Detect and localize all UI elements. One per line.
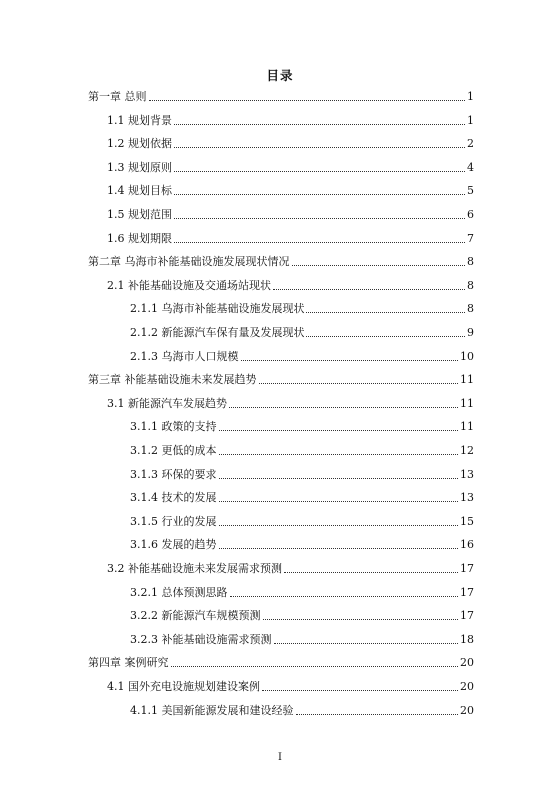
- toc-entry-page: 20: [460, 703, 474, 717]
- toc-entry-title: 3.1.5 行业的发展: [130, 514, 217, 528]
- toc-entry-title: 3.1 新能源汽车发展趋势: [107, 396, 227, 410]
- dot-leader: [219, 501, 459, 502]
- dot-leader: [229, 407, 458, 408]
- toc-entry[interactable]: [107, 277, 474, 293]
- toc-entry-title: 第二章 乌海市补能基础设施发展现状情况: [88, 255, 290, 269]
- dot-leader: [306, 336, 465, 337]
- toc-entry-title: 3.2 补能基础设施未来发展需求预测: [107, 562, 282, 575]
- page-title: 目录: [266, 68, 294, 83]
- toc-entry[interactable]: [130, 513, 474, 529]
- toc-entry[interactable]: [130, 702, 474, 718]
- toc-entry-page: 1: [467, 113, 474, 127]
- toc-entry-page: 18: [460, 632, 474, 646]
- toc-entry-page: 4: [467, 160, 474, 174]
- toc-entry-title: 1.6 规划期限: [107, 231, 172, 245]
- toc-entry-title: 3.1.2 更低的成本: [130, 444, 217, 457]
- toc-entry-title: 4.1 国外充电设施规划建设案例: [107, 680, 260, 693]
- toc-entry-title: 3.1.6 发展的趋势: [130, 538, 217, 552]
- dot-leader: [219, 548, 459, 549]
- toc-entry-page: 5: [467, 184, 474, 198]
- toc-entry-title: 2.1 补能基础设施及交通场站现状: [107, 278, 271, 292]
- toc-entry[interactable]: [130, 300, 474, 316]
- toc-entry-page: 15: [460, 514, 474, 528]
- dot-leader: [174, 194, 465, 195]
- toc-entry-title: 第三章 补能基础设施未来发展趋势: [88, 373, 257, 387]
- toc-entry-title: 3.1.3 环保的要求: [130, 467, 217, 481]
- toc-entry[interactable]: [88, 253, 474, 269]
- dot-leader: [171, 666, 459, 667]
- toc-entry-title: 3.2.3 补能基础设施需求预测: [130, 632, 272, 646]
- dot-leader: [296, 714, 459, 715]
- toc-entry-title: 第四章 案例研究: [88, 656, 169, 670]
- toc-entry[interactable]: [130, 442, 474, 458]
- toc-entry[interactable]: [130, 631, 474, 647]
- toc-entry-title: 1.4 规划目标: [107, 184, 172, 198]
- dot-leader: [230, 596, 459, 597]
- toc-entry-page: 13: [460, 491, 474, 505]
- dot-leader: [284, 572, 458, 573]
- dot-leader: [174, 124, 465, 125]
- dot-leader: [174, 147, 465, 148]
- toc-entry-title: 1.3 规划原则: [107, 160, 172, 174]
- toc-entry-page: 10: [460, 349, 474, 363]
- toc-entry-page: 8: [467, 278, 474, 292]
- toc-entry-page: 11: [460, 396, 474, 410]
- dot-leader: [273, 289, 465, 290]
- toc-entry-page: 11: [460, 373, 474, 387]
- toc-entry-page: 8: [467, 302, 474, 316]
- dot-leader: [174, 242, 465, 243]
- page-number: I: [278, 752, 282, 763]
- toc-entry[interactable]: [130, 324, 474, 340]
- toc-entry-title: 3.2.2 新能源汽车规模预测: [130, 609, 261, 623]
- toc-entry[interactable]: [130, 418, 474, 434]
- toc-entry-page: 6: [467, 208, 474, 221]
- toc-entry-page: 12: [460, 444, 474, 457]
- dot-leader: [274, 643, 459, 644]
- toc-entry-page: 17: [460, 562, 474, 575]
- dot-leader: [219, 525, 459, 526]
- toc-entry-title: 1.5 规划范围: [107, 208, 172, 221]
- toc-entry-title: 第一章 总则: [88, 90, 147, 103]
- toc-entry[interactable]: [130, 348, 474, 364]
- toc-entry-page: 17: [460, 609, 474, 623]
- toc-entry-title: 2.1.3 乌海市人口规模: [130, 349, 239, 363]
- toc-entry-page: 9: [467, 326, 474, 339]
- toc-entry-page: 2: [467, 137, 474, 151]
- dot-leader: [259, 383, 459, 384]
- toc-entry-page: 20: [460, 656, 474, 670]
- toc-entry[interactable]: [107, 112, 474, 128]
- dot-leader: [174, 171, 465, 172]
- dot-leader: [219, 478, 459, 479]
- toc-entry[interactable]: [88, 88, 474, 104]
- toc-entry-page: 11: [460, 420, 474, 434]
- toc-entry-page: 8: [467, 255, 474, 269]
- toc-entry[interactable]: [107, 560, 474, 576]
- toc-entry-page: 1: [467, 90, 474, 103]
- dot-leader: [219, 430, 459, 431]
- toc-entry-page: 20: [460, 680, 474, 693]
- toc-entry-page: 16: [460, 538, 474, 552]
- dot-leader: [241, 360, 459, 361]
- toc-entry-title: 3.1.1 政策的支持: [130, 420, 217, 434]
- dot-leader: [292, 265, 466, 266]
- toc-entry[interactable]: [130, 466, 474, 482]
- dot-leader: [149, 100, 466, 101]
- toc-entry-title: 1.2 规划依据: [107, 137, 172, 151]
- toc-entry[interactable]: [107, 182, 474, 198]
- toc-entry-title: 3.1.4 技术的发展: [130, 491, 217, 505]
- toc-entry[interactable]: [130, 607, 474, 623]
- toc-entry-title: 2.1.1 乌海市补能基础设施发展现状: [130, 302, 305, 316]
- dot-leader: [306, 312, 465, 313]
- toc-entry[interactable]: [130, 536, 474, 552]
- toc-entry[interactable]: [107, 395, 474, 411]
- toc-entry[interactable]: [88, 371, 474, 387]
- toc-entry-page: 13: [460, 467, 474, 481]
- toc-entry[interactable]: [130, 584, 474, 600]
- toc-entry-page: 17: [460, 585, 474, 599]
- toc-entry[interactable]: [107, 206, 474, 222]
- toc-entry[interactable]: [107, 230, 474, 246]
- toc-entry-title: 1.1 规划背景: [107, 113, 172, 127]
- dot-leader: [174, 218, 465, 219]
- dot-leader: [262, 690, 458, 691]
- dot-leader: [219, 454, 459, 455]
- dot-leader: [263, 619, 459, 620]
- toc-entry-title: 4.1.1 美国新能源发展和建设经验: [130, 703, 294, 717]
- toc-entry[interactable]: [107, 159, 474, 175]
- toc-entry[interactable]: [130, 489, 474, 505]
- toc-entry[interactable]: [107, 135, 474, 151]
- toc-entry-page: 7: [467, 231, 474, 245]
- toc-entry[interactable]: [107, 678, 474, 694]
- toc-entry-title: 3.2.1 总体预测思路: [130, 585, 228, 599]
- toc-entry[interactable]: [88, 654, 474, 670]
- toc-entry-title: 2.1.2 新能源汽车保有量及发展现状: [130, 326, 305, 339]
